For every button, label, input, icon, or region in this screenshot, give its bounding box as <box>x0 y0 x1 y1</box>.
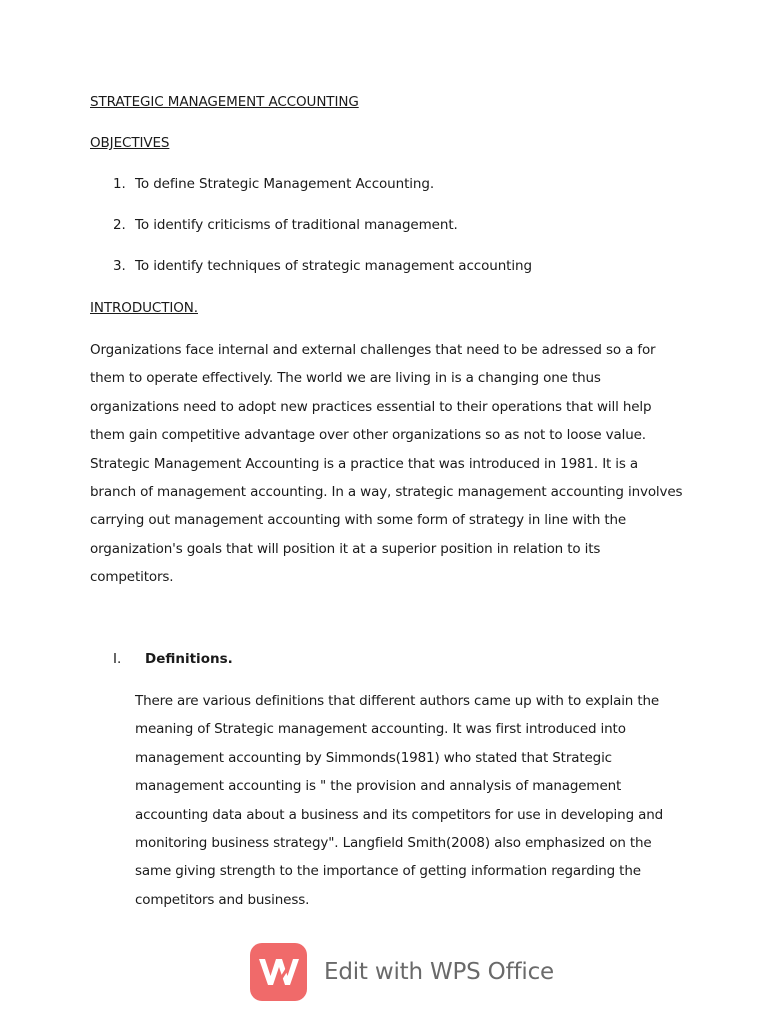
introduction-paragraph <box>90 336 682 592</box>
paragraph-line: management accounting is " the provision and annalysis of management <box>135 778 622 795</box>
section-title: Definitions. <box>145 651 233 667</box>
objective-text: To identify techniques of strategic management accounting <box>135 258 532 274</box>
objective-item <box>113 217 458 233</box>
objective-item <box>113 176 434 192</box>
paragraph-line: accounting data about a business and its competitors for use in developing and <box>135 806 664 823</box>
objective-text: To define Strategic Management Accounting. <box>135 176 435 192</box>
document-title: STRATEGIC MANAGEMENT ACCOUNTING <box>90 94 359 110</box>
section-number: I. <box>113 651 122 667</box>
objectives-heading: OBJECTIVES <box>90 135 170 151</box>
paragraph-line: meaning of Strategic management accounting. It was first introduced into <box>135 721 626 738</box>
edit-with-wps-banner[interactable] <box>250 942 554 1002</box>
paragraph-line: There are various definitions that different authors came up with to explain the <box>135 693 660 709</box>
paragraph-line: branch of management accounting. In a way, strategic management accounting involves <box>90 484 683 501</box>
paragraph-line: them gain competitive advantage over other organizations so as not to loose value. <box>90 427 646 444</box>
objective-number: 3. <box>113 258 126 274</box>
paragraph-line: carrying out management accounting with some form of strategy in line with the <box>90 512 627 529</box>
objective-number: 2. <box>113 217 126 233</box>
paragraph-line: organizations need to adopt new practices essential to their operations that will help <box>90 398 652 415</box>
paragraph-line: competitors and business. <box>135 891 310 908</box>
wps-logo-icon <box>250 943 307 1001</box>
paragraph-line: organization's goals that will position it at a superior position in relation to its <box>90 540 601 557</box>
definitions-paragraph <box>135 687 663 914</box>
paragraph-line: management accounting by Simmonds(1981) who stated that Strategic <box>135 749 612 766</box>
introduction-heading: INTRODUCTION. <box>90 300 198 316</box>
objective-item <box>113 258 532 274</box>
objective-text: To identify criticisms of traditional management. <box>135 217 458 233</box>
objective-number: 1. <box>113 176 126 192</box>
wps-banner-text[interactable]: Edit with WPS Office <box>324 959 554 985</box>
paragraph-line: same giving strength to the importance of getting information regarding the <box>135 863 641 880</box>
paragraph-line: Organizations face internal and external challenges that need to be adressed so a for <box>90 342 656 358</box>
paragraph-line: Strategic Management Accounting is a practice that was introduced in 1981. It is a <box>90 455 639 472</box>
paragraph-line: competitors. <box>90 569 174 586</box>
paragraph-line: monitoring business strategy". Langfield Smith(2008) also emphasized on the <box>135 835 652 852</box>
paragraph-line: them to operate effectively. The world we are living in is a changing one thus <box>90 370 601 387</box>
section-heading <box>113 651 233 667</box>
